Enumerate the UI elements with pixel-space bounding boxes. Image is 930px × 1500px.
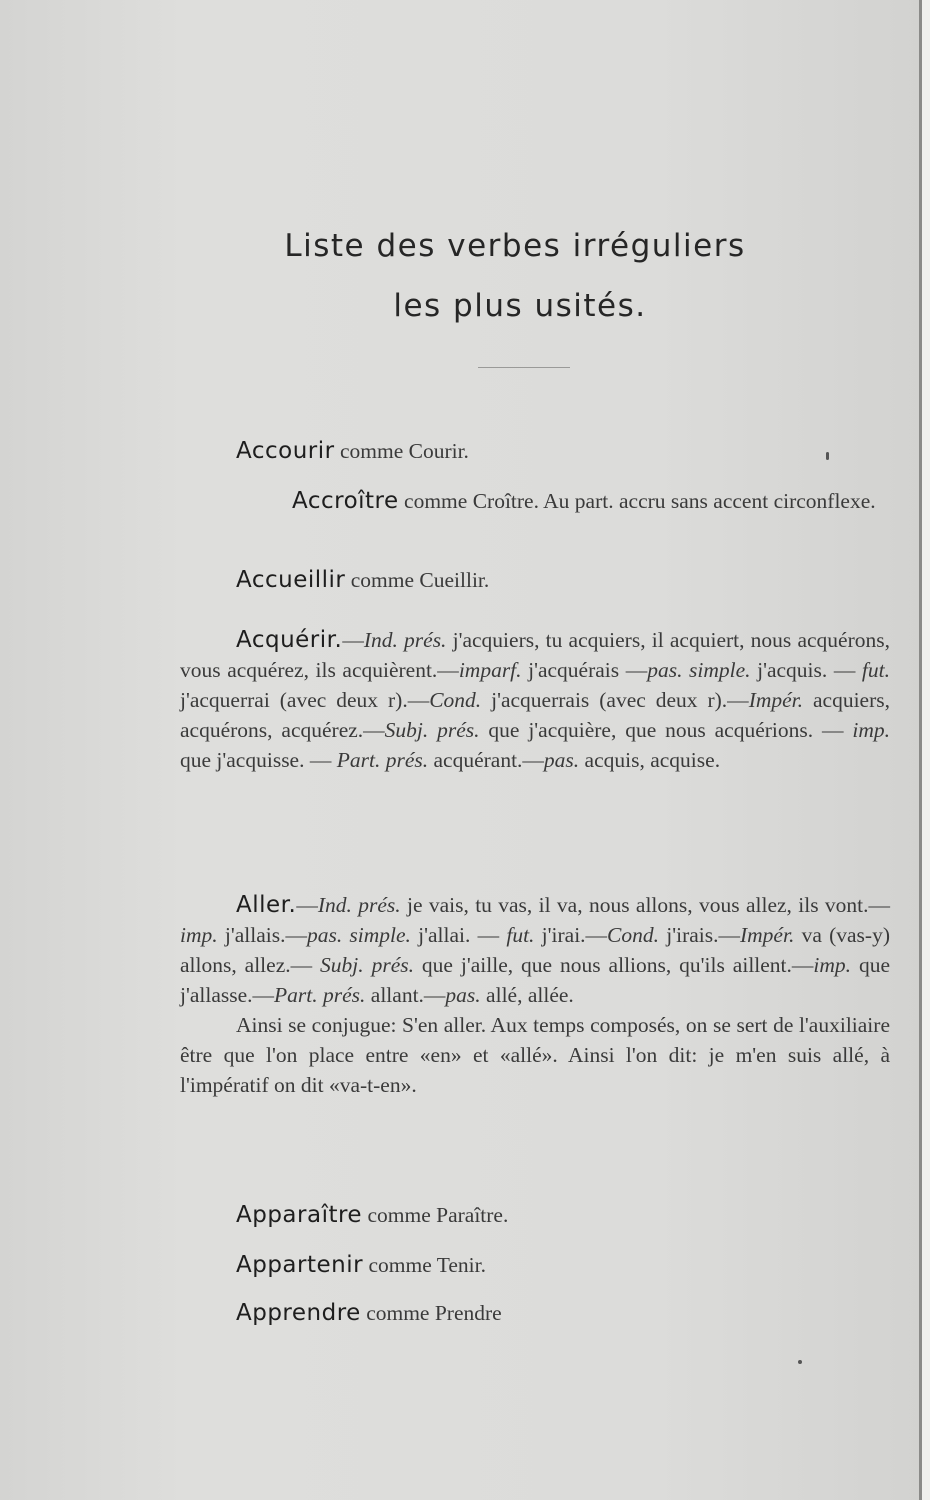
tense-label: Cond.	[429, 688, 482, 712]
entry-text: comme Prendre	[360, 1301, 502, 1325]
title-divider	[478, 367, 570, 368]
verb-heading: Acquérir.	[236, 627, 343, 653]
entry-text: acquiers, acquérons, acquérez.—	[180, 688, 890, 742]
tense-label: imparf.	[458, 658, 522, 682]
page-title-line1: Liste des verbes irréguliers	[284, 228, 746, 264]
tense-label: pas.	[445, 983, 481, 1007]
entry-text: que j'allasse.—	[180, 953, 891, 1007]
entry-text: j'irai.—	[534, 923, 608, 947]
entry-text: va (vas-y) allons, allez.—	[180, 923, 890, 977]
entry-text: j'acquerrais (avec deux r).—	[481, 688, 749, 712]
tense-label: fut.	[506, 923, 535, 947]
entry-text: acquis, acquise.	[579, 748, 721, 772]
verb-heading: Apparaître	[236, 1202, 363, 1228]
entry-text: comme Paraître.	[362, 1203, 509, 1227]
tense-label: imp.	[813, 953, 852, 977]
tense-label: pas. simple.	[306, 923, 411, 947]
ink-speck	[826, 452, 829, 460]
entry-text: j'acquerrai (avec deux r).—	[180, 688, 430, 712]
tense-label: Impér.	[740, 923, 795, 947]
verb-heading: Appartenir	[236, 1252, 364, 1278]
entry-text: —	[296, 893, 318, 917]
entry-text: j'acquérais —	[521, 658, 648, 682]
entry-accueillir	[180, 565, 930, 595]
entry-text: allant.—	[365, 983, 446, 1007]
entry-text: je vais, tu vas, il va, nous allons, vous allez, ils vont.—	[400, 893, 891, 917]
verb-heading: Apprendre	[236, 1300, 361, 1326]
entry-text: comme Courir.	[334, 439, 469, 463]
tense-label: Cond.	[607, 923, 660, 947]
verb-heading: Aller.	[236, 892, 297, 918]
entry-apprendre	[180, 1298, 930, 1328]
entry-apparaitre	[180, 1200, 930, 1230]
entry-accourir	[180, 436, 930, 466]
entry-text: j'irais.—	[659, 923, 740, 947]
tense-label: pas. simple.	[647, 658, 751, 682]
entry-text: comme Tenir.	[363, 1253, 486, 1277]
entry-text: j'allais.—	[217, 923, 307, 947]
entry-aller	[180, 890, 890, 1100]
tense-label: pas.	[543, 748, 580, 772]
entry-text: que j'aille, que nous allions, qu'ils aillent.—	[413, 953, 814, 977]
verb-heading: Accueillir	[236, 567, 346, 593]
tense-label: Part. prés.	[336, 748, 429, 772]
entry-text: que j'acquisse. —	[180, 748, 337, 772]
tense-label: imp.	[852, 718, 891, 742]
entry-text: comme Croître. Au part. accru sans accent circonflexe.	[398, 489, 876, 513]
entry-text: —	[342, 628, 364, 652]
tense-label: Ind. prés.	[363, 628, 447, 652]
tense-label: Part. prés.	[274, 983, 366, 1007]
tense-label: Subj. prés.	[384, 718, 480, 742]
entry-text: j'acquis. —	[750, 658, 862, 682]
tense-label: imp.	[180, 923, 218, 947]
tense-label: Ind. prés.	[317, 893, 401, 917]
entry-text: acquérant.—	[428, 748, 544, 772]
verb-heading: Accourir	[236, 438, 335, 464]
ink-speck	[798, 1360, 802, 1364]
entry-text: comme Cueillir.	[345, 568, 490, 592]
tense-label: fut.	[861, 658, 890, 682]
entry-text: j'allai. —	[410, 923, 507, 947]
tense-label: Impér.	[748, 688, 804, 712]
entry-text: j'acquiers, tu acquiers, il acquiert, nous acquérons, vous acquérez, ils acquièrent.—	[180, 628, 891, 682]
entry-accroitre	[180, 486, 890, 516]
tense-label: Subj. prés.	[320, 953, 414, 977]
entry-text: allé, allée.	[480, 983, 574, 1007]
entry-text: que j'acquière, que nous acquérions. —	[479, 718, 853, 742]
verb-heading: Accroître	[292, 488, 399, 514]
aller-note: Ainsi se conjugue: S'en aller. Aux temps composés, on se sert de l'auxiliaire être que l'on place entre «en» et «allé». Ainsi l'on dit: je m'en suis allé, à l'impératif on dit «va-t-en».	[180, 1013, 890, 1097]
entry-acquerir	[180, 625, 890, 775]
entry-appartenir	[180, 1250, 930, 1280]
page-title-line2: les plus usités.	[393, 288, 647, 324]
